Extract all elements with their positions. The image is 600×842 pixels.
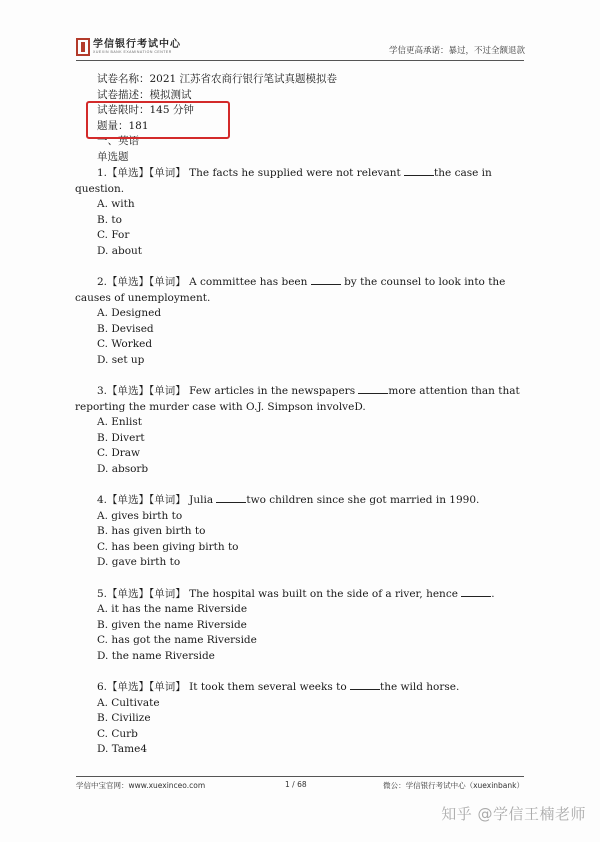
answer-option: A. with xyxy=(97,198,135,210)
question-text: Few articles in the newspapers xyxy=(189,385,359,397)
page-number: 1 / 68 xyxy=(285,780,307,789)
paper-question-count: 题量：181 xyxy=(97,119,149,132)
answer-option: B. Devised xyxy=(97,322,154,335)
question-stem xyxy=(75,586,530,603)
answer-blank xyxy=(461,586,491,597)
footer-divider xyxy=(76,776,524,777)
question-list xyxy=(75,165,530,758)
answer-option: A. Cultivate xyxy=(97,696,160,709)
question-block xyxy=(75,165,530,274)
answer-blank xyxy=(358,383,388,394)
question-text-after: the wild horse. xyxy=(380,681,460,693)
question-stem xyxy=(75,492,530,509)
logo xyxy=(76,38,181,56)
question-text: The hospital was built on the side of a river, hence xyxy=(189,587,462,600)
question-tag: 【单选】【单词】 xyxy=(107,167,186,179)
answer-option: C. has been giving birth to xyxy=(97,540,239,553)
answer-option: C. Draw xyxy=(97,447,141,459)
answer-option: B. Civilize xyxy=(97,712,151,724)
logo-mark-icon xyxy=(76,38,90,56)
question-text: The facts he supplied were not relevant xyxy=(189,167,405,179)
question-spacer xyxy=(75,259,530,274)
question-text-after: . xyxy=(491,587,495,600)
question-block xyxy=(75,383,530,492)
question-stem xyxy=(75,165,530,197)
question-number: 1. xyxy=(97,167,108,179)
question-block xyxy=(75,274,530,383)
question-text: Julia xyxy=(189,494,217,506)
question-block xyxy=(75,679,530,758)
paper-content xyxy=(75,72,530,758)
answer-option: D. the name Riverside xyxy=(97,649,215,662)
section-title: 一、英语 xyxy=(97,135,139,147)
watermark: 知乎 @学信王楠老师 xyxy=(441,805,586,823)
footer-wechat: 微公：学信银行考试中心（xuexinbank） xyxy=(383,781,524,790)
answer-option: D. about xyxy=(97,244,143,257)
question-block xyxy=(75,492,530,586)
answer-blank xyxy=(404,165,434,176)
answer-option: D. gave birth to xyxy=(97,556,181,568)
answer-option: A. Designed xyxy=(97,307,162,319)
logo-subtext: XUEXIN BANK EXAMINATION CENTER xyxy=(93,50,172,54)
question-tag: 【单选】【单词】 xyxy=(107,385,186,397)
question-stem xyxy=(75,679,530,696)
header-divider xyxy=(76,60,524,61)
question-spacer xyxy=(75,477,530,492)
answer-option: C. Curb xyxy=(97,727,138,740)
answer-blank xyxy=(311,274,341,285)
answer-option: B. to xyxy=(97,213,122,226)
footer-website: 学信中宝官网：www.xuexinceo.com xyxy=(76,781,206,790)
answer-blank xyxy=(350,679,380,690)
question-tag: 【单选】【单词】 xyxy=(107,494,186,506)
question-number: 2. xyxy=(97,276,108,288)
logo-text: 学信银行考试中心 xyxy=(93,39,181,50)
question-stem xyxy=(75,274,530,306)
answer-option: C. has got the name Riverside xyxy=(97,634,257,646)
answer-option: D. Tame4 xyxy=(97,743,148,755)
answer-option: A. Enlist xyxy=(97,416,143,428)
answer-option: D. absorb xyxy=(97,462,149,475)
question-number: 4. xyxy=(97,494,108,506)
answer-option: C. For xyxy=(97,229,130,241)
answer-option: B. given the name Riverside xyxy=(97,618,247,631)
question-text-after: two children since she got married in 1990. xyxy=(246,494,480,506)
question-text-after: the case in question. xyxy=(75,167,492,195)
question-text: It took them several weeks to xyxy=(189,681,350,693)
answer-option: D. set up xyxy=(97,353,145,366)
question-number: 5. xyxy=(97,587,108,600)
question-spacer xyxy=(75,368,530,383)
question-tag: 【单选】【单词】 xyxy=(107,276,186,288)
question-text-after: by the counsel to look into the causes of unemployment. xyxy=(75,276,506,304)
paper-time-limit: 试卷限时：145 分钟 xyxy=(97,104,194,116)
header-slogan: 学信更高承诺：暴过，不过全额退款 xyxy=(388,46,525,56)
question-text-after: more attention than that reporting the murder case with O.J. Simpson involveD. xyxy=(75,385,520,413)
paper-name: 试卷名称：2021 江苏省农商行银行笔试真题模拟卷 xyxy=(97,73,338,85)
paper-description: 试卷描述：模拟测试 xyxy=(97,88,192,101)
answer-option: B. has given birth to xyxy=(97,525,206,537)
question-number: 6. xyxy=(97,681,108,693)
subsection-title: 单选题 xyxy=(97,150,129,163)
question-number: 3. xyxy=(97,385,108,397)
answer-option: A. it has the name Riverside xyxy=(97,603,248,615)
highlight-box xyxy=(86,101,230,139)
question-stem xyxy=(75,383,530,415)
question-spacer xyxy=(75,571,530,586)
question-tag: 【单选】【单词】 xyxy=(107,587,186,600)
question-block xyxy=(75,586,530,680)
answer-option: B. Divert xyxy=(97,431,145,444)
answer-blank xyxy=(216,492,246,503)
question-tag: 【单选】【单词】 xyxy=(107,681,186,693)
question-spacer xyxy=(75,664,530,679)
answer-option: A. gives birth to xyxy=(97,509,183,522)
answer-option: C. Worked xyxy=(97,338,153,350)
question-text: A committee has been xyxy=(189,276,311,288)
